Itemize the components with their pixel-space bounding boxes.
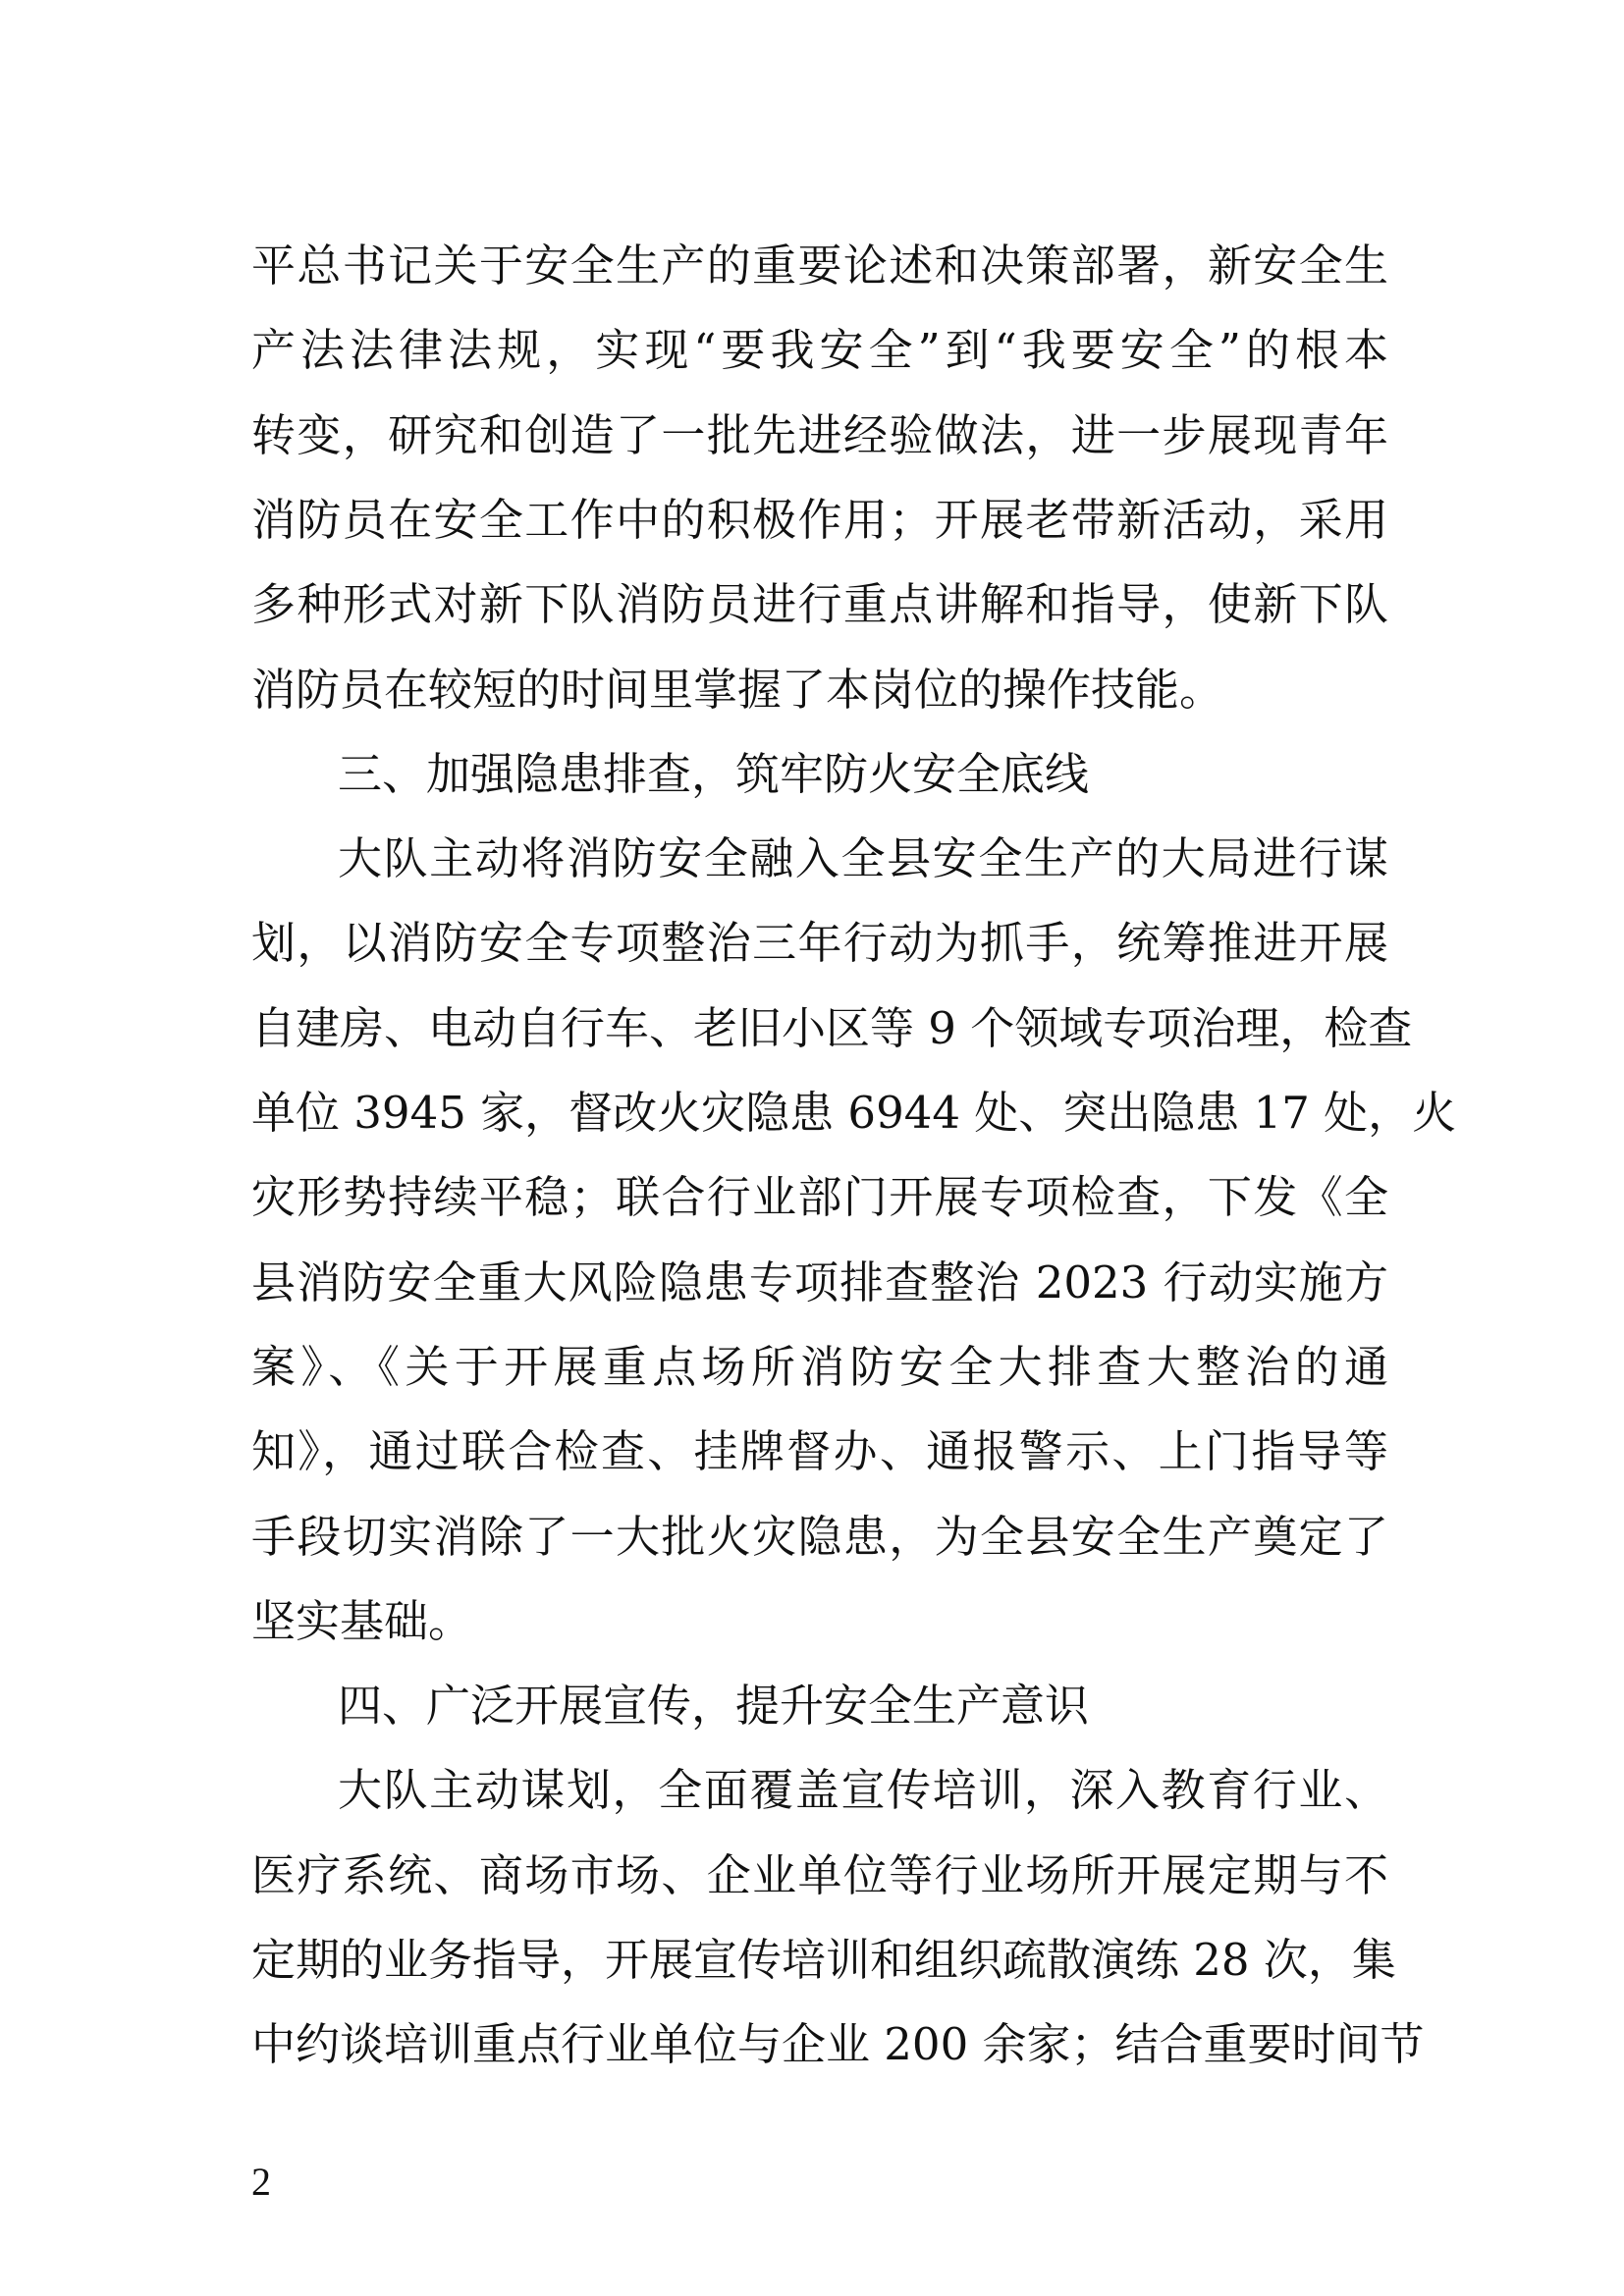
text-line: 县消防安全重大风险隐患专项排查整治 2023 行动实施方 bbox=[251, 1255, 1388, 1308]
text-line: 消防员在较短的时间里掌握了本岗位的操作技能。 bbox=[251, 663, 1224, 716]
text-line: 单位 3945 家，督改火灾隐患 6944 处、突出隐患 17 处，火 bbox=[251, 1087, 1457, 1139]
text-line: 中约谈培训重点行业单位与企业 200 余家；结合重要时间节 bbox=[251, 2018, 1425, 2071]
text-line: 医疗系统、商场市场、企业单位等行业场所开展定期与不 bbox=[251, 1848, 1388, 1901]
text-line: 手段切实消除了一大批火灾隐患，为全县安全生产奠定了 bbox=[251, 1510, 1388, 1563]
text-line: 灾形势持续平稳；联合行业部门开展专项检查，下发《全 bbox=[251, 1171, 1388, 1224]
section-heading: 三、加强隐患排查，筑牢防火安全底线 bbox=[338, 747, 1090, 800]
text-line: 划，以消防安全专项整治三年行动为抓手，统筹推进开展 bbox=[251, 917, 1388, 970]
text-line: 大队主动谋划，全面覆盖宣传培训，深入教育行业、 bbox=[338, 1764, 1388, 1817]
text-line: 转变，研究和创造了一批先进经验做法，进一步展现青年 bbox=[251, 408, 1388, 461]
page-number: 2 bbox=[251, 2160, 271, 2204]
text-line: 定期的业务指导，开展宣传培训和组织疏散演练 28 次，集 bbox=[251, 1934, 1396, 1986]
text-line: 消防员在安全工作中的积极作用；开展老带新活动，采用 bbox=[251, 493, 1388, 546]
text-line: 知》，通过联合检查、挂牌督办、通报警示、上门指导等 bbox=[251, 1425, 1388, 1478]
text-line: 产法法律法规，实现“要我安全”到“我要安全”的根本 bbox=[251, 324, 1388, 377]
text-line: 多种形式对新下队消防员进行重点讲解和指导，使新下队 bbox=[251, 578, 1388, 631]
section-heading: 四、广泛开展宣传，提升安全生产意识 bbox=[338, 1680, 1090, 1733]
text-line: 大队主动将消防安全融入全县安全生产的大局进行谋 bbox=[338, 832, 1388, 885]
text-line: 案》、《关于开展重点场所消防安全大排查大整治的通 bbox=[251, 1340, 1388, 1393]
text-line: 坚实基础。 bbox=[251, 1594, 473, 1647]
text-line: 平总书记关于安全生产的重要论述和决策部署，新安全生 bbox=[251, 240, 1388, 292]
text-line: 自建房、电动自行车、老旧小区等 9 个领域专项治理，检查 bbox=[251, 1001, 1413, 1054]
